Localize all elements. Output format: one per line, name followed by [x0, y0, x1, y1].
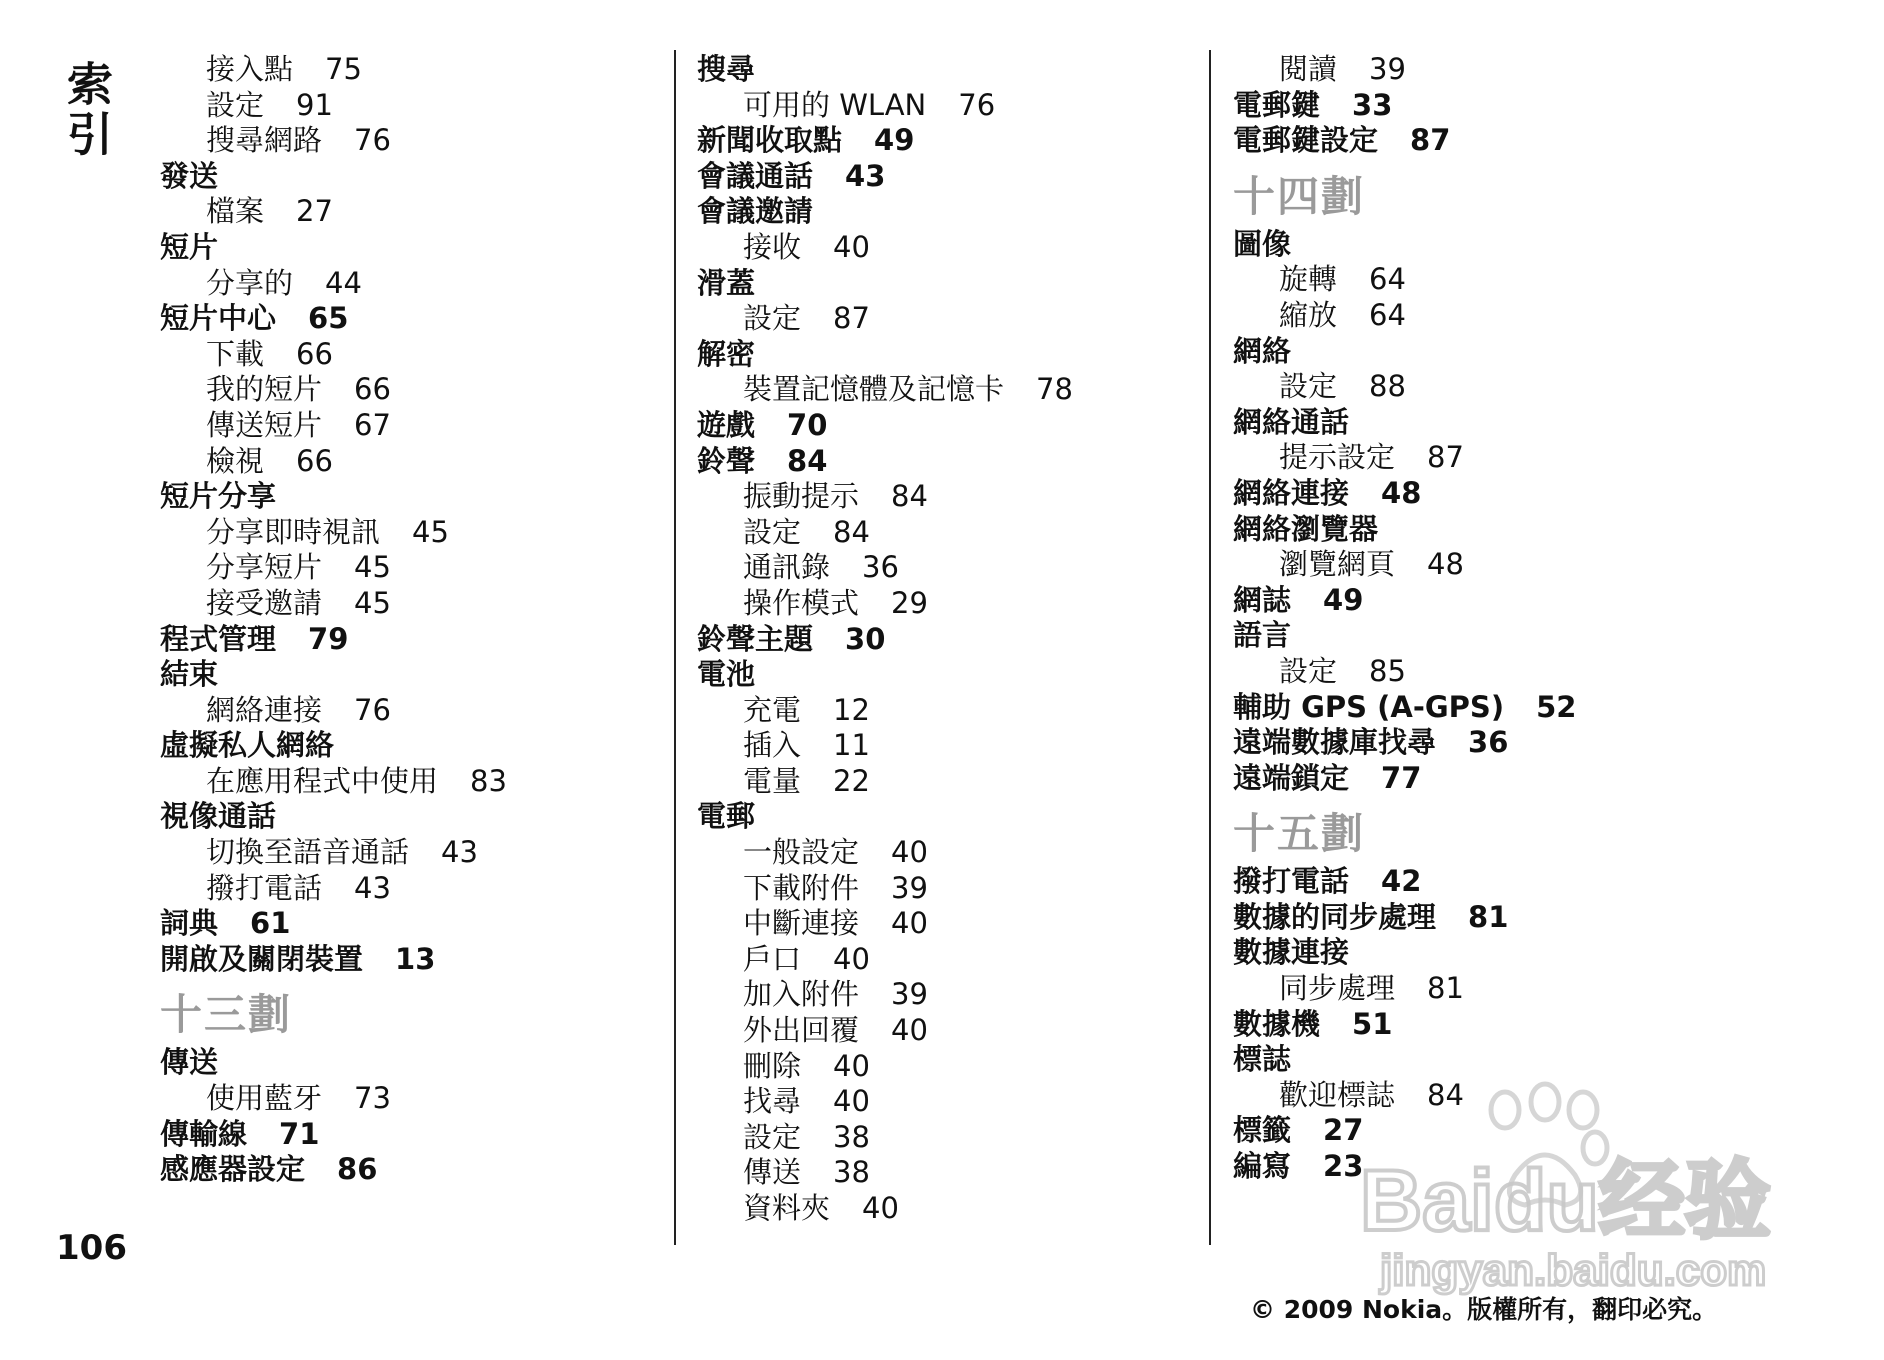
index-page-ref: 71 — [279, 1116, 320, 1151]
index-page-ref: 51 — [1352, 1006, 1393, 1041]
index-term: 語言 — [1233, 618, 1292, 653]
index-term: 設定 — [1279, 369, 1338, 404]
index-page-ref: 33 — [1352, 87, 1393, 122]
index-subentry — [160, 444, 507, 480]
index-term: 通訊錄 — [743, 550, 831, 585]
index-term: 網絡瀏覽器 — [1233, 511, 1379, 546]
index-subentry — [697, 1191, 1073, 1227]
index-page-ref: 45 — [354, 585, 391, 620]
index-term: 刪除 — [743, 1048, 802, 1083]
index-page-ref: 86 — [337, 1152, 378, 1187]
index-term: 視像通話 — [160, 799, 277, 834]
index-subentry — [160, 764, 507, 800]
index-subentry — [697, 586, 1073, 622]
index-page-ref: 45 — [412, 514, 449, 549]
index-term: 網絡連接 — [206, 692, 323, 727]
index-subentry — [1233, 971, 1576, 1007]
index-page-ref: 52 — [1536, 689, 1577, 724]
index-entry — [1233, 512, 1576, 548]
index-subentry — [697, 764, 1073, 800]
index-entry — [697, 266, 1073, 302]
index-term: 新聞收取點 — [697, 123, 843, 158]
index-term: 設定 — [743, 301, 802, 336]
index-entry — [160, 479, 507, 515]
index-term: 我的短片 — [206, 372, 323, 407]
index-term: 短片 — [160, 229, 219, 264]
index-page-ref: 79 — [308, 621, 349, 656]
index-term: 結束 — [160, 657, 219, 692]
index-term: 提示設定 — [1279, 440, 1396, 475]
index-page-ref: 64 — [1369, 262, 1406, 297]
index-term: 資料夾 — [743, 1191, 831, 1225]
index-page-ref: 40 — [833, 1048, 870, 1083]
watermark-url: jingyan.baidu.com — [1380, 1246, 1767, 1295]
index-page-ref: 38 — [833, 1119, 870, 1154]
index-subentry — [160, 586, 507, 622]
index-page-ref: 40 — [891, 1013, 928, 1048]
index-entry — [1233, 123, 1576, 159]
index-subentry — [160, 1081, 507, 1117]
index-subentry — [1233, 440, 1576, 476]
index-subentry — [160, 550, 507, 586]
index-subentry — [160, 88, 507, 124]
index-term: 網誌 — [1233, 582, 1292, 617]
index-column-3 — [1233, 52, 1576, 1185]
index-entry — [1233, 900, 1576, 936]
index-term: 縮放 — [1279, 297, 1338, 332]
index-subentry — [160, 693, 507, 729]
index-term: 編寫 — [1233, 1149, 1292, 1184]
index-subentry — [697, 977, 1073, 1013]
index-term: 搜尋網路 — [206, 123, 323, 158]
page-number: 106 — [56, 1228, 127, 1268]
index-subentry — [697, 301, 1073, 337]
index-term: 中斷連接 — [743, 906, 860, 941]
index-subentry — [1233, 547, 1576, 583]
index-term: 感應器設定 — [160, 1152, 306, 1187]
index-entry — [1233, 583, 1576, 619]
index-entry — [160, 301, 507, 337]
index-page-ref: 84 — [833, 514, 870, 549]
index-term: 外出回覆 — [743, 1013, 860, 1048]
index-entry — [1233, 88, 1576, 124]
index-page-ref: 83 — [470, 763, 507, 798]
index-entry — [1233, 334, 1576, 370]
index-page-ref: 42 — [1381, 864, 1422, 899]
index-page-ref: 84 — [1427, 1077, 1464, 1112]
index-term: 短片中心 — [160, 301, 277, 336]
index-term: 數據連接 — [1233, 935, 1350, 970]
index-page-ref: 88 — [1369, 369, 1406, 404]
index-term: 歡迎標誌 — [1279, 1077, 1396, 1112]
index-page-ref: 78 — [1036, 372, 1073, 407]
index-page-ref: 29 — [891, 585, 928, 620]
index-term: 接收 — [743, 229, 802, 264]
index-term: 裝置記憶體及記憶卡 — [743, 372, 1005, 407]
index-term: 傳送 — [160, 1045, 219, 1080]
index-entry — [1233, 405, 1576, 441]
index-term: 鈴聲 — [697, 443, 756, 478]
index-entry — [160, 1117, 507, 1153]
index-term: 分享即時視訊 — [206, 514, 381, 549]
index-term: 會議通話 — [697, 158, 814, 193]
index-subentry — [697, 550, 1073, 586]
index-subentry — [160, 372, 507, 408]
index-page-ref: 70 — [787, 407, 828, 442]
index-subentry — [1233, 262, 1576, 298]
index-term: 戶口 — [743, 941, 802, 976]
index-entry — [1233, 1007, 1576, 1043]
index-page-ref: 77 — [1381, 760, 1422, 795]
index-page-ref: 39 — [891, 870, 928, 905]
index-term: 分享短片 — [206, 550, 323, 585]
index-term: 撥打電話 — [206, 870, 323, 905]
index-term: 傳送 — [743, 1155, 802, 1190]
index-term: 下載附件 — [743, 870, 860, 905]
index-entry — [1233, 476, 1576, 512]
index-term: 解密 — [697, 336, 756, 371]
index-entry — [1233, 618, 1576, 654]
index-subentry — [1233, 298, 1576, 334]
index-term: 操作模式 — [743, 585, 860, 620]
index-term: 同步處理 — [1279, 971, 1396, 1006]
index-term: 虛擬私人網絡 — [160, 728, 335, 763]
index-entry — [160, 728, 507, 764]
index-entry — [697, 337, 1073, 373]
index-term: 傳送短片 — [206, 407, 323, 442]
index-entry — [1233, 1042, 1576, 1078]
index-page-ref: 87 — [833, 301, 870, 336]
index-subentry — [160, 52, 507, 88]
index-subentry — [697, 1013, 1073, 1049]
index-subentry — [697, 871, 1073, 907]
index-page-ref: 75 — [325, 52, 362, 86]
index-column-1 — [160, 52, 507, 1188]
index-page-ref: 76 — [354, 123, 391, 158]
index-entry — [160, 1152, 507, 1188]
index-entry — [160, 230, 507, 266]
index-subentry — [697, 906, 1073, 942]
index-page-ref: 84 — [787, 443, 828, 478]
index-entry — [697, 159, 1073, 195]
index-page-ref: 73 — [354, 1081, 391, 1116]
index-term: 數據的同步處理 — [1233, 899, 1437, 934]
index-subentry — [697, 230, 1073, 266]
index-page-ref: 36 — [862, 550, 899, 585]
index-page-ref: 84 — [891, 479, 928, 514]
index-page-ref: 66 — [296, 336, 333, 371]
index-term: 數據機 — [1233, 1006, 1321, 1041]
index-page-ref: 49 — [874, 123, 915, 158]
index-page-ref: 40 — [862, 1191, 899, 1225]
index-term: 閱讀 — [1279, 52, 1338, 86]
index-page-ref: 22 — [833, 763, 870, 798]
index-term: 標誌 — [1233, 1042, 1292, 1077]
index-term: 網絡 — [1233, 333, 1292, 368]
index-term: 下載 — [206, 336, 265, 371]
index-subentry — [1233, 369, 1576, 405]
index-page-ref: 91 — [296, 87, 333, 122]
index-page-ref: 27 — [296, 194, 333, 229]
index-term: 詞典 — [160, 906, 219, 941]
index-term: 設定 — [1279, 653, 1338, 688]
index-term: 設定 — [206, 87, 265, 122]
index-subentry — [697, 835, 1073, 871]
stroke-count-heading: 十五劃 — [1233, 809, 1366, 859]
index-column-2 — [697, 52, 1073, 1227]
index-entry — [697, 194, 1073, 230]
index-subentry — [697, 372, 1073, 408]
index-term: 設定 — [743, 514, 802, 549]
index-page-ref: 30 — [845, 621, 886, 656]
index-entry — [1233, 935, 1576, 971]
index-page-ref: 40 — [891, 835, 928, 870]
index-term: 撥打電話 — [1233, 864, 1350, 899]
index-page-ref: 81 — [1468, 899, 1509, 934]
index-entry — [1233, 725, 1576, 761]
index-term: 電池 — [697, 657, 756, 692]
index-page-ref: 39 — [1369, 52, 1406, 86]
index-page-ref: 85 — [1369, 653, 1406, 688]
index-term: 振動提示 — [743, 479, 860, 514]
index-term: 傳輸線 — [160, 1116, 248, 1151]
index-term: 接入點 — [206, 52, 294, 86]
index-page-ref: 43 — [354, 870, 391, 905]
index-entry — [697, 622, 1073, 658]
index-term: 輔助 GPS (A-GPS) — [1233, 689, 1505, 724]
index-page-ref: 87 — [1410, 123, 1451, 158]
index-term: 網絡連接 — [1233, 475, 1350, 510]
index-term: 短片分享 — [160, 479, 277, 514]
index-page-ref: 61 — [250, 906, 291, 941]
index-term: 可用的 WLAN — [743, 87, 927, 122]
index-entry — [697, 408, 1073, 444]
index-page-ref: 81 — [1427, 971, 1464, 1006]
baidu-watermark — [1340, 1077, 1780, 1300]
index-page-ref: 76 — [354, 692, 391, 727]
index-entry — [160, 159, 507, 195]
index-subentry — [697, 1084, 1073, 1120]
index-entry — [160, 942, 507, 978]
copyright-notice: © 2009 Nokia。版權所有，翻印必究。 — [1250, 1295, 1718, 1324]
index-page-ref: 66 — [354, 372, 391, 407]
index-subentry — [697, 693, 1073, 729]
index-page-ref: 27 — [1323, 1113, 1364, 1148]
index-term: 插入 — [743, 728, 802, 763]
index-term: 發送 — [160, 158, 219, 193]
index-page-ref: 36 — [1468, 725, 1509, 760]
index-entry — [697, 657, 1073, 693]
index-subentry — [160, 123, 507, 159]
index-term: 程式管理 — [160, 621, 277, 656]
index-subentry — [697, 479, 1073, 515]
index-page-ref: 40 — [833, 229, 870, 264]
index-term: 加入附件 — [743, 977, 860, 1012]
index-term: 電郵鍵設定 — [1233, 123, 1379, 158]
index-page-ref: 76 — [958, 87, 996, 122]
index-subentry — [160, 408, 507, 444]
index-subentry — [160, 835, 507, 871]
index-term: 標籤 — [1233, 1113, 1292, 1148]
index-term: 遠端鎖定 — [1233, 760, 1350, 795]
index-entry — [160, 799, 507, 835]
index-term: 電郵 — [697, 799, 756, 834]
index-term: 網絡通話 — [1233, 404, 1350, 439]
index-entry — [697, 123, 1073, 159]
index-subentry — [160, 871, 507, 907]
index-page-ref: 40 — [833, 941, 870, 976]
index-entry — [697, 52, 1073, 88]
index-term: 在應用程式中使用 — [206, 763, 439, 798]
index-entry — [1233, 690, 1576, 726]
index-term: 找尋 — [743, 1084, 802, 1119]
index-term: 電量 — [743, 763, 802, 798]
index-term: 檢視 — [206, 443, 265, 478]
index-entry — [160, 622, 507, 658]
index-term: 旋轉 — [1279, 262, 1338, 297]
index-entry — [697, 799, 1073, 835]
index-entry — [1233, 864, 1576, 900]
index-page-ref: 45 — [354, 550, 391, 585]
index-entry — [160, 657, 507, 693]
index-page-ref: 48 — [1427, 547, 1464, 582]
index-subentry — [160, 266, 507, 302]
index-subentry — [697, 1120, 1073, 1156]
index-page-ref: 12 — [833, 692, 870, 727]
index-term: 會議邀請 — [697, 194, 814, 229]
index-subentry — [697, 942, 1073, 978]
index-term: 鈴聲主題 — [697, 621, 814, 656]
index-page-ref: 44 — [325, 265, 362, 300]
index-term: 遊戲 — [697, 407, 756, 442]
index-entry — [160, 906, 507, 942]
index-term: 瀏覽網頁 — [1279, 547, 1396, 582]
column-divider — [674, 50, 676, 1245]
index-page-ref: 64 — [1369, 297, 1406, 332]
index-term: 分享的 — [206, 265, 294, 300]
index-term: 接受邀請 — [206, 585, 323, 620]
index-subentry — [160, 337, 507, 373]
index-term: 一般設定 — [743, 835, 860, 870]
index-subentry — [1233, 654, 1576, 690]
index-term: 切換至語音通話 — [206, 835, 410, 870]
index-term: 電郵鍵 — [1233, 87, 1321, 122]
index-title: 索引 — [60, 60, 114, 160]
index-page-ref: 23 — [1323, 1149, 1364, 1184]
index-page-ref: 40 — [891, 906, 928, 941]
index-term: 檔案 — [206, 194, 265, 229]
index-page-ref: 38 — [833, 1155, 870, 1190]
index-term: 滑蓋 — [697, 265, 756, 300]
index-page-ref: 67 — [354, 407, 391, 442]
index-term: 圖像 — [1233, 226, 1292, 261]
index-page-ref: 11 — [833, 728, 870, 763]
index-page-ref: 43 — [845, 158, 886, 193]
index-entry — [160, 1045, 507, 1081]
index-page-ref: 66 — [296, 443, 333, 478]
watermark-brand: Baidu经验 — [1360, 1153, 1771, 1249]
index-page-ref: 87 — [1427, 440, 1464, 475]
index-subentry — [1233, 52, 1576, 88]
index-term: 遠端數據庫找尋 — [1233, 725, 1437, 760]
index-subentry — [160, 194, 507, 230]
index-page-ref: 49 — [1323, 582, 1364, 617]
index-entry — [697, 444, 1073, 480]
index-page-ref: 39 — [891, 977, 928, 1012]
index-page-ref: 43 — [441, 835, 478, 870]
index-subentry — [697, 515, 1073, 551]
index-term: 充電 — [743, 692, 802, 727]
column-divider — [1209, 50, 1211, 1245]
index-subentry — [697, 1155, 1073, 1191]
index-subentry — [697, 1049, 1073, 1085]
index-subentry — [160, 515, 507, 551]
index-page-ref: 13 — [395, 941, 436, 976]
index-subentry — [697, 88, 1073, 124]
index-page-ref: 40 — [833, 1084, 870, 1119]
index-term: 搜尋 — [697, 52, 756, 86]
index-subentry — [697, 728, 1073, 764]
index-page-ref: 65 — [308, 301, 349, 336]
index-page-ref: 48 — [1381, 475, 1422, 510]
index-term: 使用藍牙 — [206, 1081, 323, 1116]
stroke-count-heading: 十四劃 — [1233, 171, 1366, 221]
index-term: 設定 — [743, 1119, 802, 1154]
index-entry — [1233, 761, 1576, 797]
index-term: 開啟及關閉裝置 — [160, 941, 364, 976]
index-entry — [1233, 227, 1576, 263]
stroke-count-heading: 十三劃 — [160, 990, 293, 1040]
